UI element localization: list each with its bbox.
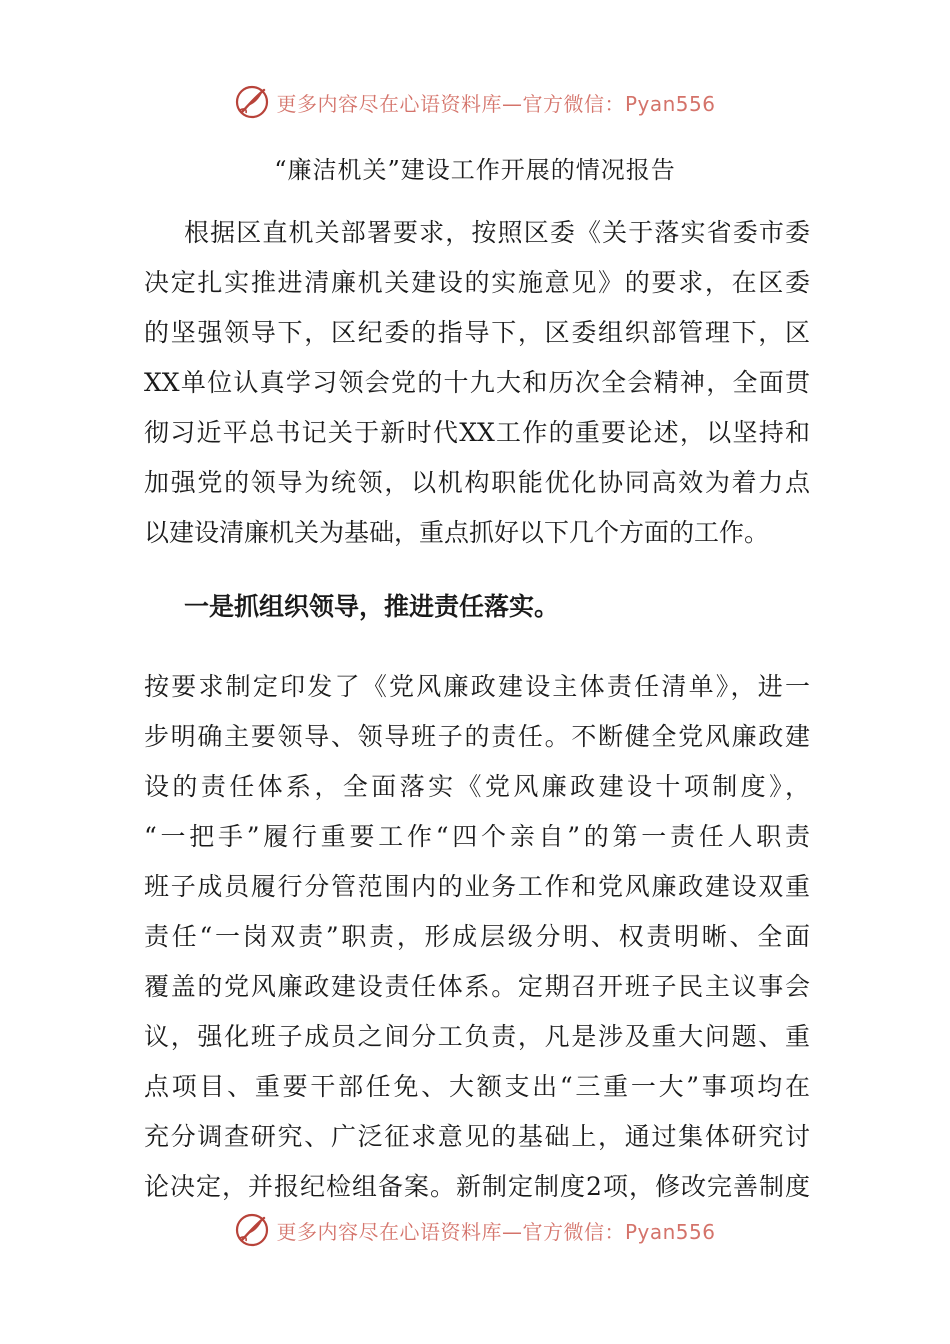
paragraph-1-line: 彻习近平总书记关于新时代XX工作的重要论述，以坚持和 (144, 418, 810, 447)
section-1-heading: 一是抓组织领导，推进责任落实。 (184, 592, 560, 621)
quill-logo-icon (234, 84, 270, 120)
paragraph-2-line: 责任“一岗双责”职责，形成层级分明、权责明晰、全面 (144, 922, 810, 951)
paragraph-1-line: 以建设清廉机关为基础，重点抓好以下几个方面的工作。 (144, 518, 770, 547)
paragraph-2-line: 班子成员履行分管范围内的业务工作和党风廉政建设双重 (144, 872, 810, 901)
document-body (144, 208, 810, 1212)
paragraph-1-line: 的坚强领导下，区纪委的指导下，区委组织部管理下，区 (144, 318, 810, 347)
paragraph-2-line: 覆盖的党风廉政建设责任体系。定期召开班子民主议事会 (144, 972, 810, 1001)
paragraph-2-line: 议，强化班子成员之间分工负责，凡是涉及重大问题、重 (144, 1022, 810, 1051)
paragraph-1-line: 根据区直机关部署要求，按照区委《关于落实省委市委 (184, 218, 810, 247)
header-banner (0, 80, 950, 124)
quill-logo-icon (234, 1212, 270, 1248)
footer-banner-text: 更多内容尽在心语资料库—官方微信：Pyan556 (276, 1219, 716, 1244)
paragraph-2-line: 步明确主要领导、领导班子的责任。不断健全党风廉政建 (144, 722, 810, 751)
paragraph-1-line: 决定扎实推进清廉机关建设的实施意见》的要求，在区委 (144, 268, 810, 297)
paragraph-2-line: 点项目、重要干部任免、大额支出“三重一大”事项均在 (144, 1072, 810, 1101)
document-title: “廉洁机关”建设工作开展的情况报告 (274, 156, 676, 184)
paragraph-2-line: 设的责任体系，全面落实《党风廉政建设十项制度》， (144, 772, 810, 801)
paragraph-2-line: “一把手”履行重要工作“四个亲自”的第一责任人职责 (144, 822, 810, 851)
paragraph-1-line: 加强党的领导为统领，以机构职能优化协同高效为着力点 (144, 468, 810, 497)
footer-banner (0, 1208, 950, 1252)
paragraph-2-line: 论决定，并报纪检组备案。新制定制度2项，修改完善制度 (144, 1172, 810, 1201)
paragraph-2-line: 充分调查研究、广泛征求意见的基础上，通过集体研究讨 (144, 1122, 810, 1151)
paragraph-2-line: 按要求制定印发了《党风廉政建设主体责任清单》，进一 (144, 672, 810, 701)
header-banner-text: 更多内容尽在心语资料库—官方微信：Pyan556 (276, 91, 716, 116)
paragraph-1-line: XX单位认真学习领会党的十九大和历次全会精神，全面贯 (144, 368, 810, 397)
